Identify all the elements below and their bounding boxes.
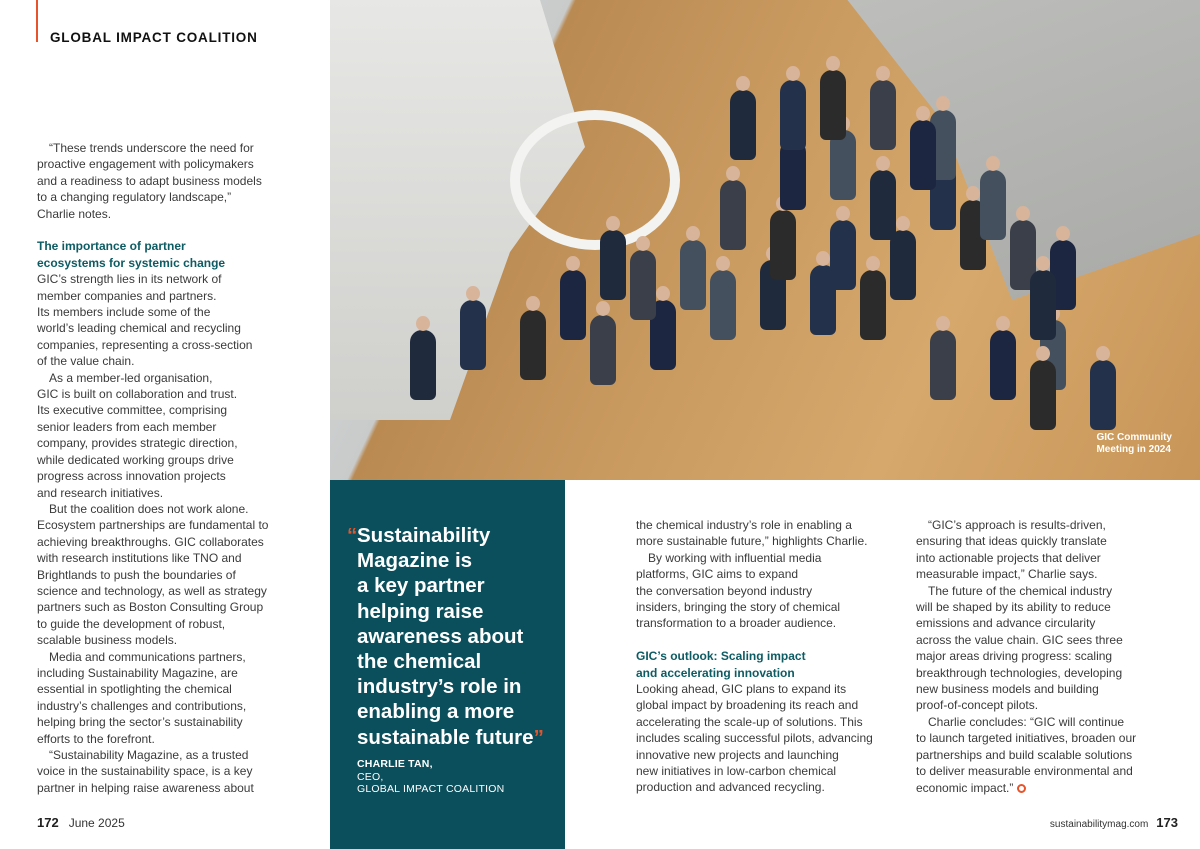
article-column-middle bbox=[636, 517, 873, 796]
body-text-line: By working with influential media bbox=[648, 550, 822, 565]
photo-person bbox=[410, 330, 436, 400]
issue-date: June 2025 bbox=[68, 816, 125, 830]
body-text-line: the conversation beyond industry bbox=[636, 583, 813, 598]
body-text-line: measurable impact,” Charlie says. bbox=[916, 567, 1098, 582]
photo-person bbox=[780, 140, 806, 210]
caption-line: Meeting in 2024 bbox=[1096, 444, 1171, 455]
subheading-line: GIC’s outlook: Scaling impact bbox=[636, 649, 806, 664]
photo-person bbox=[820, 70, 846, 140]
photo-person bbox=[710, 270, 736, 340]
body-text-line: transformation to a broader audience. bbox=[636, 616, 837, 631]
body-text-line: production and advanced recycling. bbox=[636, 780, 825, 795]
photo-person bbox=[720, 180, 746, 250]
body-text-line: companies, representing a cross-section bbox=[37, 337, 253, 352]
body-text-line: economic impact.” bbox=[916, 780, 1136, 796]
body-text-line: voice in the sustainability space, is a key bbox=[37, 764, 253, 779]
photo-person bbox=[1090, 360, 1116, 430]
subheading-line: ecosystems for systemic change bbox=[37, 255, 226, 270]
body-text-line: progress across innovation projects bbox=[37, 469, 226, 484]
body-text-line: proof-of-concept pilots. bbox=[916, 698, 1039, 713]
photo-person bbox=[830, 220, 856, 290]
pull-quote-line bbox=[357, 699, 544, 724]
body-text-line: Brightlands to push the boundaries of bbox=[37, 567, 236, 582]
body-text-line: essential in spotlighting the chemical bbox=[37, 682, 232, 697]
photo-person bbox=[870, 80, 896, 150]
pull-quote-line-text: Sustainability bbox=[357, 524, 491, 547]
body-text-line: including Sustainability Magazine, are bbox=[37, 665, 238, 680]
section-brand: GLOBAL IMPACT COALITION bbox=[50, 30, 258, 45]
body-text-line: As a member-led organisation, bbox=[49, 370, 213, 385]
caption-line: GIC Community bbox=[1096, 432, 1172, 443]
body-text-line: while dedicated working groups drive bbox=[37, 452, 234, 467]
body-text-line: new business models and building bbox=[916, 682, 1099, 697]
photo-person bbox=[870, 170, 896, 240]
body-text-line: senior leaders from each member bbox=[37, 419, 217, 434]
group-photo bbox=[330, 0, 1200, 480]
body-text-line: “Sustainability Magazine, as a trusted bbox=[49, 748, 249, 763]
pull-quote-line-text: the chemical bbox=[357, 650, 482, 674]
body-text-line: to deliver measurable environmental and bbox=[916, 764, 1133, 779]
attribution-org: GLOBAL IMPACT COALITION bbox=[357, 783, 505, 795]
photo-person bbox=[600, 230, 626, 300]
photo-person bbox=[1030, 360, 1056, 430]
body-text-line: partner in helping raise awareness about bbox=[37, 780, 254, 795]
paragraph-gap bbox=[37, 222, 268, 238]
photo-person bbox=[560, 270, 586, 340]
pull-quote-line bbox=[357, 725, 544, 750]
pull-quote-line bbox=[357, 599, 544, 624]
body-text-line: with research institutions like TNO and bbox=[37, 551, 242, 566]
close-quote-mark: ” bbox=[533, 725, 544, 749]
body-text-line: company, provides strategic direction, bbox=[37, 436, 238, 451]
pull-quote-line bbox=[357, 649, 544, 674]
footer-right bbox=[1050, 815, 1178, 830]
photo-person bbox=[770, 210, 796, 280]
photo-person bbox=[730, 90, 756, 160]
photo-person bbox=[990, 330, 1016, 400]
open-quote-mark: “ bbox=[347, 524, 358, 547]
body-text-line: to a changing regulatory landscape,” bbox=[37, 190, 232, 205]
body-text-line: more sustainable future,” highlights Charlie. bbox=[636, 534, 868, 549]
attribution-title: CEO, bbox=[357, 770, 384, 783]
accent-rule bbox=[36, 0, 38, 42]
body-text-line: helping bring the sector’s sustainability bbox=[37, 715, 243, 730]
body-text-line: science and technology, as well as strategy bbox=[37, 583, 267, 598]
body-text-line: accelerating the scale-up of solutions. This bbox=[636, 714, 863, 729]
page-number-left: 172 bbox=[37, 815, 59, 830]
body-text-line: member companies and partners. bbox=[37, 288, 217, 303]
body-text-line: achieving breakthroughs. GIC collaborates bbox=[37, 534, 264, 549]
body-text-line: to launch targeted initiatives, broaden our bbox=[916, 731, 1137, 746]
body-text-line: Its executive committee, comprising bbox=[37, 403, 228, 418]
article-column-right bbox=[916, 517, 1136, 796]
body-text-line: and research initiatives. bbox=[37, 485, 164, 500]
attribution-name: CHARLIE TAN, bbox=[357, 758, 433, 770]
site-url[interactable]: sustainabilitymag.com bbox=[1049, 819, 1149, 830]
pull-quote-line bbox=[357, 624, 544, 649]
body-text-line: But the coalition does not work alone. bbox=[49, 501, 249, 516]
body-text-line: major areas driving progress: scaling bbox=[916, 649, 1113, 664]
pull-quote-line-text: sustainable future bbox=[357, 725, 534, 749]
body-text-line: innovative new projects and launching bbox=[636, 747, 839, 762]
pull-quote-line-text: awareness about bbox=[357, 624, 524, 648]
body-text-line: to guide the development of robust, bbox=[37, 616, 226, 631]
body-text-line: new initiatives in low-carbon chemical bbox=[636, 764, 837, 779]
body-text-line: global impact by broadening its reach and bbox=[636, 698, 859, 713]
pull-quote-line-text: helping raise bbox=[357, 599, 484, 623]
photo-staircase-ring bbox=[510, 110, 680, 250]
body-text-line: includes scaling successful pilots, advancing bbox=[636, 731, 873, 746]
photo-person bbox=[860, 270, 886, 340]
body-text-line: platforms, GIC aims to expand bbox=[636, 567, 799, 582]
pull-quote-text bbox=[347, 523, 544, 750]
photo-person bbox=[930, 330, 956, 400]
photo-person bbox=[830, 130, 856, 200]
article-column-left bbox=[37, 140, 268, 796]
body-text-line: across the value chain. GIC sees three bbox=[916, 632, 1123, 647]
subheading-line: and accelerating innovation bbox=[636, 665, 795, 680]
body-text-line: the chemical industry’s role in enabling a bbox=[636, 518, 852, 532]
pull-quote-attribution bbox=[357, 758, 504, 796]
subheading-line: The importance of partner bbox=[37, 239, 186, 254]
paragraph-gap bbox=[636, 632, 873, 648]
body-text-line: “These trends underscore the need for bbox=[49, 141, 254, 155]
end-of-article-icon bbox=[1017, 784, 1026, 793]
photo-person bbox=[630, 250, 656, 320]
pull-quote-line-text: a key partner bbox=[357, 574, 485, 598]
body-text-line: scalable business models. bbox=[37, 633, 178, 648]
body-text-line: industry’s challenges and contributions, bbox=[37, 698, 247, 713]
pull-quote-line-text: Magazine is bbox=[357, 549, 473, 573]
body-text-line: will be shaped by its ability to reduce bbox=[916, 600, 1111, 615]
body-text-line: into actionable projects that deliver bbox=[916, 550, 1101, 565]
page-number-right: 173 bbox=[1156, 815, 1178, 830]
pull-quote-line-text: industry’s role in bbox=[357, 675, 522, 699]
photo-person bbox=[980, 170, 1006, 240]
body-text-line: and a readiness to adapt business models bbox=[37, 173, 262, 188]
body-text-line: Looking ahead, GIC plans to expand its bbox=[636, 682, 847, 697]
pull-quote-line bbox=[357, 674, 544, 699]
footer-left bbox=[37, 815, 125, 830]
body-text-line: world’s leading chemical and recycling bbox=[37, 321, 241, 336]
body-text-line: The future of the chemical industry bbox=[928, 583, 1113, 598]
body-text-line: emissions and advance circularity bbox=[916, 616, 1096, 631]
photo-caption bbox=[1096, 432, 1172, 456]
pull-quote-line bbox=[357, 573, 544, 598]
body-text-line: “GIC’s approach is results-driven, bbox=[928, 518, 1106, 532]
pull-quote-line bbox=[357, 548, 544, 573]
body-text-line: partnerships and build scalable solutions bbox=[916, 747, 1133, 762]
photo-person bbox=[460, 300, 486, 370]
photo-person bbox=[520, 310, 546, 380]
body-text-line: Media and communications partners, bbox=[49, 649, 246, 664]
body-text-line: proactive engagement with policymakers bbox=[37, 157, 254, 172]
body-text-line: ensuring that ideas quickly translate bbox=[916, 534, 1107, 549]
photo-person bbox=[590, 315, 616, 385]
body-text-line: efforts to the forefront. bbox=[37, 731, 155, 746]
body-text-line: GIC’s strength lies in its network of bbox=[37, 272, 222, 287]
body-text-line: GIC is built on collaboration and trust. bbox=[37, 387, 238, 402]
pull-quote bbox=[330, 480, 565, 849]
pull-quote-line bbox=[357, 523, 544, 548]
photo-person bbox=[1030, 270, 1056, 340]
photo-person bbox=[680, 240, 706, 310]
photo-person bbox=[890, 230, 916, 300]
body-text-line: partners such as Boston Consulting Group bbox=[37, 600, 264, 615]
body-text-line: of the value chain. bbox=[37, 354, 135, 369]
photo-person bbox=[780, 80, 806, 150]
body-text-line: Its members include some of the bbox=[37, 305, 211, 320]
body-text-line: Ecosystem partnerships are fundamental to bbox=[37, 518, 269, 533]
photo-person bbox=[910, 120, 936, 190]
body-text-line: insiders, bringing the story of chemical bbox=[636, 600, 841, 615]
body-text-line: breakthrough technologies, developing bbox=[916, 665, 1123, 680]
body-text-line: Charlie notes. bbox=[37, 206, 112, 221]
pull-quote-line-text: enabling a more bbox=[357, 700, 515, 724]
body-text-line: Charlie concludes: “GIC will continue bbox=[928, 714, 1125, 729]
